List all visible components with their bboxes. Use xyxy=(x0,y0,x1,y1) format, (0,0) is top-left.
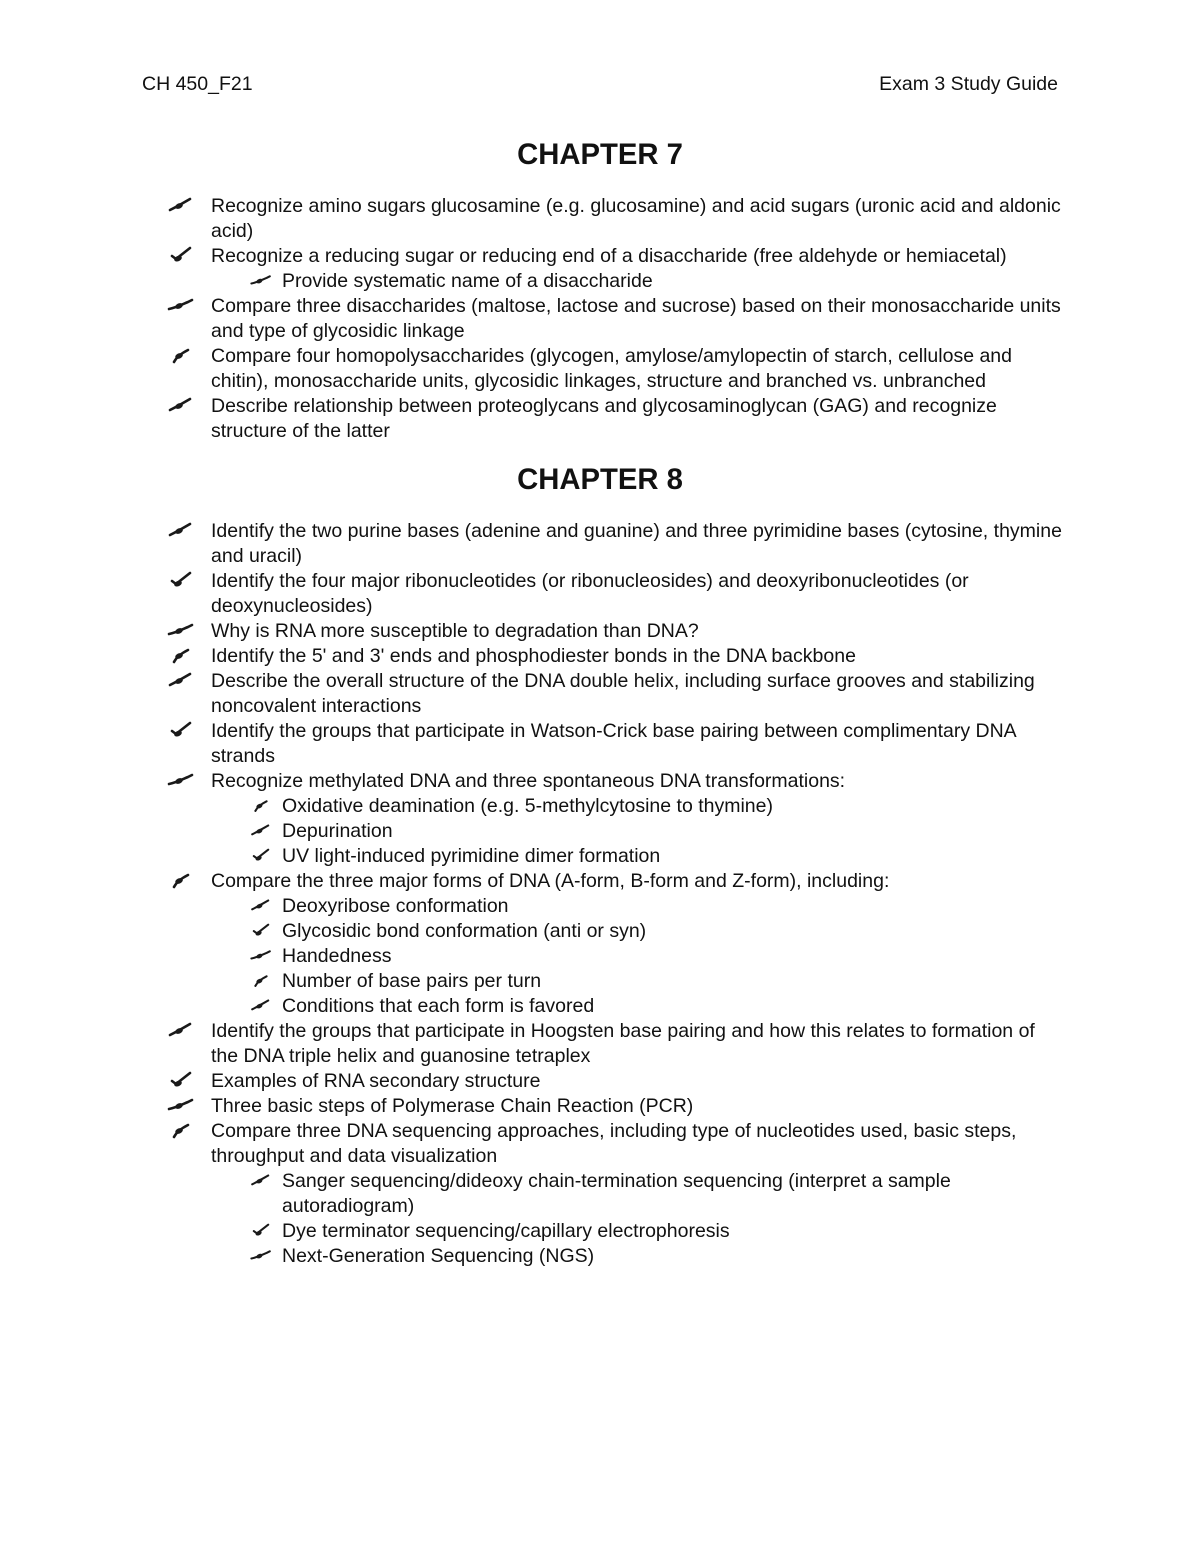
sub-objective-item xyxy=(211,819,1062,844)
sub-objective-text: Depurination xyxy=(282,820,393,842)
handwritten-checkmark-icon xyxy=(166,719,196,744)
handwritten-checkmark-icon xyxy=(249,894,273,919)
objective-item xyxy=(0,1019,1200,1069)
objective-item xyxy=(0,669,1200,719)
handwritten-checkmark-icon xyxy=(249,919,273,944)
sub-objective-item xyxy=(211,1219,1062,1244)
objective-item xyxy=(0,344,1200,394)
objective-item xyxy=(0,644,1200,669)
sub-objective-text: Next-Generation Sequencing (NGS) xyxy=(282,1245,595,1267)
sub-objective-text: UV light-induced pyrimidine dimer formation xyxy=(282,845,661,867)
objective-text: Identify the 5' and 3' ends and phosphodiester bonds in the DNA backbone xyxy=(211,645,856,667)
objective-item xyxy=(0,519,1200,569)
objective-text: Describe the overall structure of the DNA double helix, including surface grooves and stabilizing noncovalent interactions xyxy=(211,670,1035,717)
objective-text: Three basic steps of Polymerase Chain Reaction (PCR) xyxy=(211,1095,694,1117)
chapter-8-title: CHAPTER 8 xyxy=(517,464,683,496)
sub-objective-item xyxy=(211,969,1062,994)
objective-item xyxy=(0,719,1200,769)
sub-objective-item xyxy=(211,794,1062,819)
objective-text: Identify the groups that participate in Hoogsten base pairing and how this relates to formation of the DNA triple helix and guanosine tetraplex xyxy=(211,1020,1035,1067)
handwritten-checkmark-icon xyxy=(249,944,273,969)
chapter-7-title: CHAPTER 7 xyxy=(517,139,683,171)
objective-text: Examples of RNA secondary structure xyxy=(211,1070,541,1092)
objective-text: Describe relationship between proteoglycans and glycosaminoglycan (GAG) and recognize structure of the latter xyxy=(211,395,997,442)
objective-item xyxy=(0,569,1200,619)
objective-item xyxy=(0,294,1200,344)
objective-item xyxy=(0,869,1200,1019)
objective-text: Compare the three major forms of DNA (A-form, B-form and Z-form), including: xyxy=(211,870,890,892)
sub-objective-text: Handedness xyxy=(282,945,392,967)
sub-objective-item xyxy=(211,269,1062,294)
objective-text: Identify the four major ribonucleotides (or ribonucleosides) and deoxyribonucleotides (or deoxynucleosides) xyxy=(211,570,969,617)
objective-item xyxy=(0,194,1200,244)
handwritten-checkmark-icon xyxy=(249,819,273,844)
handwritten-checkmark-icon xyxy=(249,1244,273,1269)
objective-text: Recognize a reducing sugar or reducing end of a disaccharide (free aldehyde or hemiacetal) xyxy=(211,245,1007,267)
chapter-8-objectives xyxy=(0,519,1200,1269)
sub-objective-item xyxy=(211,844,1062,869)
objective-item xyxy=(0,1094,1200,1119)
sub-objectives xyxy=(211,1169,1062,1269)
objective-item xyxy=(0,1119,1200,1269)
handwritten-checkmark-icon xyxy=(166,519,196,544)
sub-objective-item xyxy=(211,894,1062,919)
handwritten-checkmark-icon xyxy=(166,1069,196,1094)
document-title: Exam 3 Study Guide xyxy=(879,73,1058,95)
handwritten-checkmark-icon xyxy=(166,769,196,794)
handwritten-checkmark-icon xyxy=(249,994,273,1019)
handwritten-checkmark-icon xyxy=(249,844,273,869)
document-body xyxy=(0,139,1200,1269)
sub-objective-text: Dye terminator sequencing/capillary electrophoresis xyxy=(282,1220,730,1242)
sub-objective-item xyxy=(211,919,1062,944)
handwritten-checkmark-icon xyxy=(166,619,196,644)
handwritten-checkmark-icon xyxy=(249,794,273,819)
objective-text: Recognize methylated DNA and three spontaneous DNA transformations: xyxy=(211,770,846,792)
handwritten-checkmark-icon xyxy=(249,1219,273,1244)
page-header xyxy=(142,72,1058,98)
handwritten-checkmark-icon xyxy=(166,869,196,894)
objective-item xyxy=(0,1069,1200,1094)
sub-objective-item xyxy=(211,1169,1062,1219)
sub-objective-text: Number of base pairs per turn xyxy=(282,970,542,992)
sub-objectives xyxy=(211,794,1062,869)
chapter-7-objectives xyxy=(0,194,1200,444)
sub-objective-text: Sanger sequencing/dideoxy chain-termination sequencing (interpret a sample autoradiogram) xyxy=(282,1170,951,1217)
objective-text: Compare three disaccharides (maltose, lactose and sucrose) based on their monosaccharide units and type of glycosidic linkage xyxy=(211,295,1061,342)
chapter-8-section xyxy=(0,464,1200,1269)
sub-objective-item xyxy=(211,994,1062,1019)
handwritten-checkmark-icon xyxy=(249,969,273,994)
chapter-7-section xyxy=(0,139,1200,444)
objective-text: Recognize amino sugars glucosamine (e.g. glucosamine) and acid sugars (uronic acid and aldonic acid) xyxy=(211,195,1061,242)
objective-text: Identify the groups that participate in Watson-Crick base pairing between complimentary DNA strands xyxy=(211,720,1016,767)
handwritten-checkmark-icon xyxy=(166,1019,196,1044)
handwritten-checkmark-icon xyxy=(249,269,273,294)
sub-objective-item xyxy=(211,944,1062,969)
handwritten-checkmark-icon xyxy=(166,344,196,369)
handwritten-checkmark-icon xyxy=(166,669,196,694)
handwritten-checkmark-icon xyxy=(166,294,196,319)
handwritten-checkmark-icon xyxy=(166,569,196,594)
objective-item xyxy=(0,769,1200,869)
course-code: CH 450_F21 xyxy=(142,73,253,95)
objective-text: Why is RNA more susceptible to degradation than DNA? xyxy=(211,620,699,642)
sub-objectives xyxy=(211,269,1062,294)
handwritten-checkmark-icon xyxy=(166,194,196,219)
objective-text: Compare four homopolysaccharides (glycogen, amylose/amylopectin of starch, cellulose and chitin), monosaccharide units, glycosidic linkages, structure and branched vs. unbranched xyxy=(211,345,1012,392)
sub-objective-text: Oxidative deamination (e.g. 5-methylcytosine to thymine) xyxy=(282,795,773,817)
sub-objective-item xyxy=(211,1244,1062,1269)
sub-objective-text: Conditions that each form is favored xyxy=(282,995,595,1017)
objective-item xyxy=(0,244,1200,294)
handwritten-checkmark-icon xyxy=(166,1119,196,1144)
objective-item xyxy=(0,619,1200,644)
handwritten-checkmark-icon xyxy=(249,1169,273,1194)
handwritten-checkmark-icon xyxy=(166,244,196,269)
handwritten-checkmark-icon xyxy=(166,1094,196,1119)
handwritten-checkmark-icon xyxy=(166,394,196,419)
objective-text: Identify the two purine bases (adenine and guanine) and three pyrimidine bases (cytosine, thymine and uracil) xyxy=(211,520,1062,567)
objective-text: Compare three DNA sequencing approaches, including type of nucleotides used, basic steps, throughput and data visualization xyxy=(211,1120,1017,1167)
sub-objective-text: Glycosidic bond conformation (anti or syn) xyxy=(282,920,647,942)
sub-objectives xyxy=(211,894,1062,1019)
sub-objective-text: Deoxyribose conformation xyxy=(282,895,509,917)
objective-item xyxy=(0,394,1200,444)
sub-objective-text: Provide systematic name of a disaccharide xyxy=(282,270,653,292)
handwritten-checkmark-icon xyxy=(166,644,196,669)
